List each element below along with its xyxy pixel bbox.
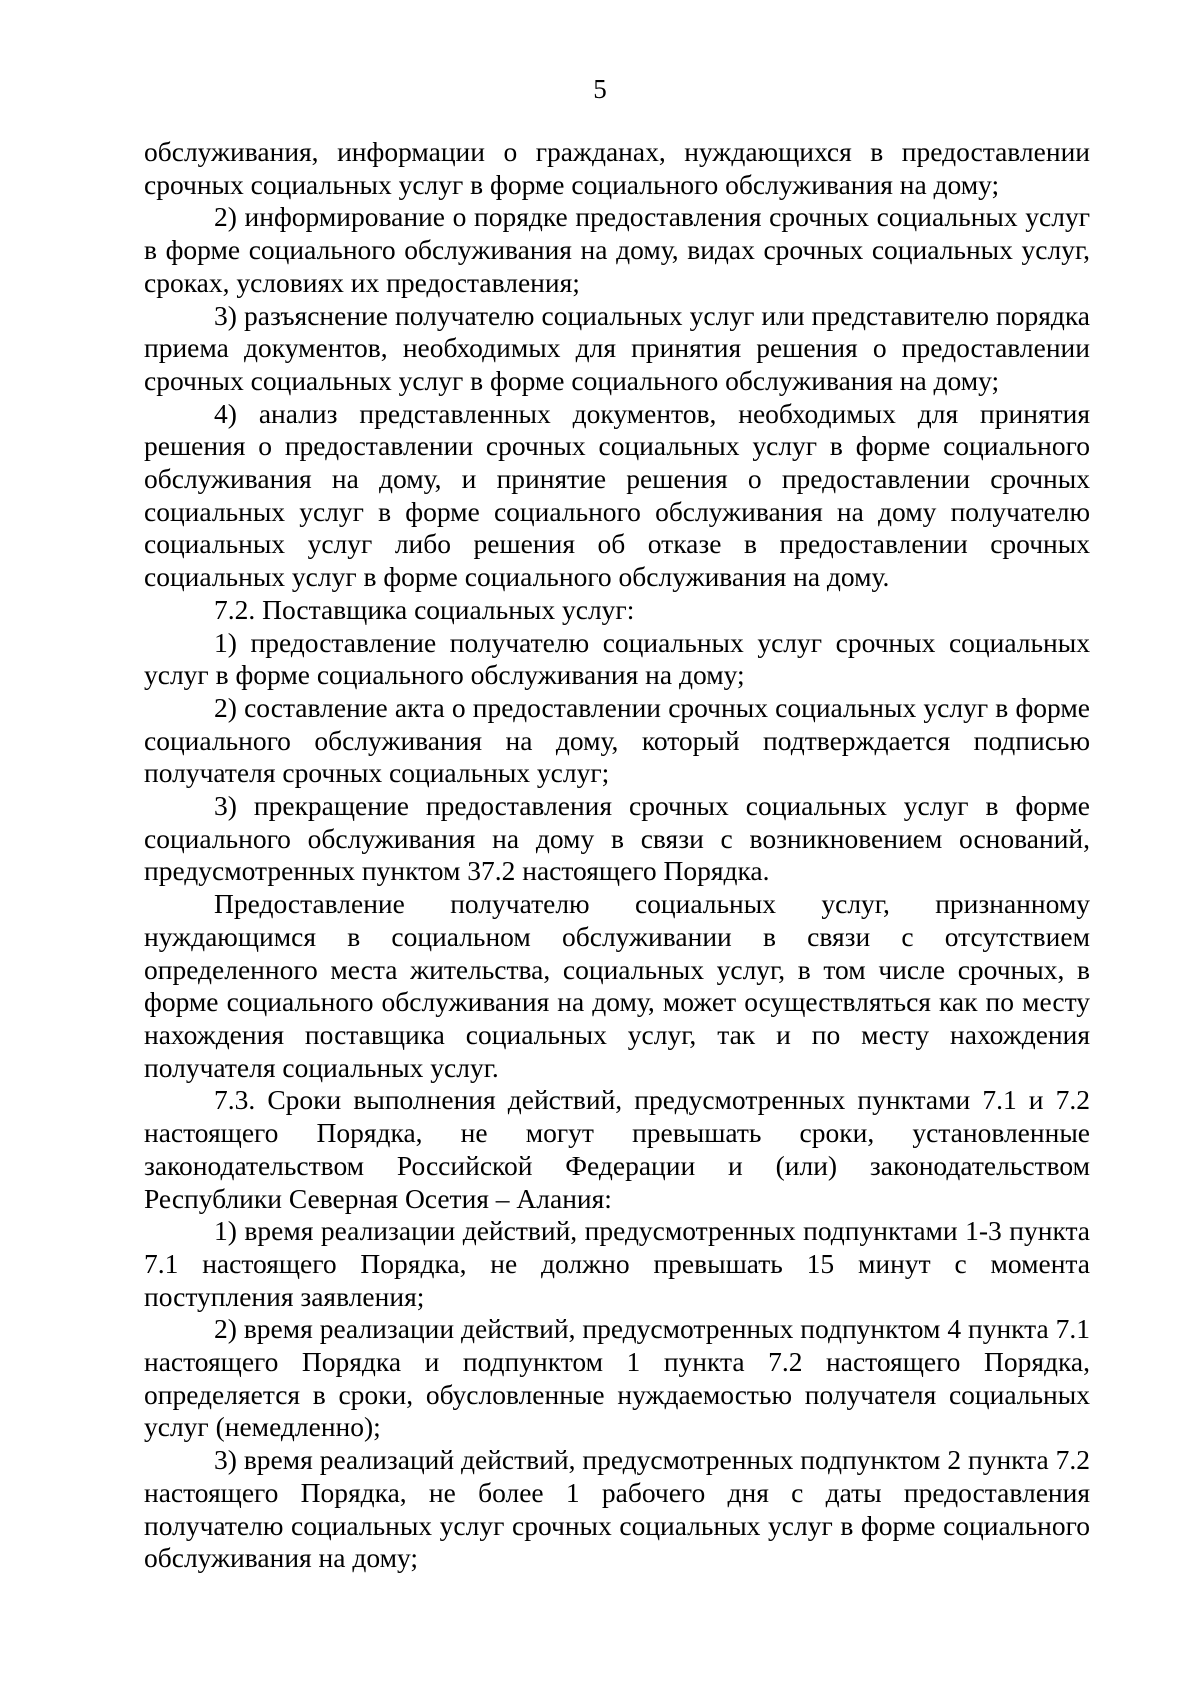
paragraph-7-3-item-1: 1) время реализации действий, предусмотренных подпунктами 1-3 пункта 7.1 настоящего Порядка, не должно превышать 15 минут с момента поступления заявления; [144, 1215, 1090, 1312]
document-body [144, 136, 1090, 1575]
paragraph-7-2-item-3: 3) прекращение предоставления срочных социальных услуг в форме социального обслуживания на дому в связи с возникновением оснований, предусмотренных пунктом 37.2 настоящего Порядка. [144, 790, 1090, 887]
paragraph-7-2-item-1: 1) предоставление получателю социальных услуг срочных социальных услуг в форме социального обслуживания на дому; [144, 626, 1090, 691]
paragraph-7-2-heading: 7.2. Поставщика социальных услуг: [214, 593, 635, 625]
paragraph-7-3-heading: 7.3. Сроки выполнения действий, предусмотренных пунктами 7.1 и 7.2 настоящего Порядка, не могут превышать сроки, установленные законодательством Российской Федерации и (или) законодательством Республики Северная Осетия – Алания: [144, 1084, 1090, 1214]
paragraph-item-2-informing: 2) информирование о порядке предоставления срочных социальных услуг в форме социального обслуживания на дому, видах срочных социальных услуг, сроках, условиях их предоставления; [144, 201, 1090, 298]
paragraph-homeless-provision: Предоставление получателю социальных услуг, признанному нуждающимся в социальном обслуживании в связи с отсутствием определенного места жительства, социальных услуг, в том числе срочных, в форме социального обслуживания на дому, может осуществляться как по месту нахождения поставщика социальных услуг, так и по месту нахождения получателя социальных услуг. [144, 888, 1090, 1083]
paragraph-7-3-item-2: 2) время реализации действий, предусмотренных подпунктом 4 пункта 7.1 настоящего Порядка и подпунктом 1 пункта 7.2 настоящего Порядка, определяется в сроки, обусловленные нуждаемостью получателя социальных услуг (немедленно); [144, 1313, 1090, 1443]
paragraph-7-2-item-2: 2) составление акта о предоставлении срочных социальных услуг в форме социального обслуживания на дому, который подтверждается подписью получателя срочных социальных услуг; [144, 691, 1090, 789]
page-number: 5 [593, 74, 607, 104]
paragraph-7-3-item-3: 3) время реализаций действий, предусмотренных подпунктом 2 пункта 7.2 настоящего Порядка, не более 1 рабочего дня с даты предоставления получателю социальных услуг срочных социальных услуг в форме социального обслуживания на дому; [144, 1444, 1090, 1574]
paragraph-item-3-explanation: 3) разъяснение получателю социальных услуг или представителю порядка приема документов, необходимых для принятия решения о предоставлении срочных социальных услуг в форме социального обслуживания на дому; [144, 299, 1090, 396]
paragraph-continuation: обслуживания, информации о гражданах, нуждающихся в предоставлении срочных социальных услуг в форме социального обслуживания на дому; [144, 136, 1090, 200]
paragraph-item-4-analysis: 4) анализ представленных документов, необходимых для принятия решения о предоставлении срочных социальных услуг в форме социального обслуживания на дому, и принятие решения о предоставлении срочных социальных услуг в форме социального обслуживания на дому получателю социальных услуг либо решения об отказе в предоставлении срочных социальных услуг в форме социального обслуживания на дому. [144, 397, 1090, 593]
